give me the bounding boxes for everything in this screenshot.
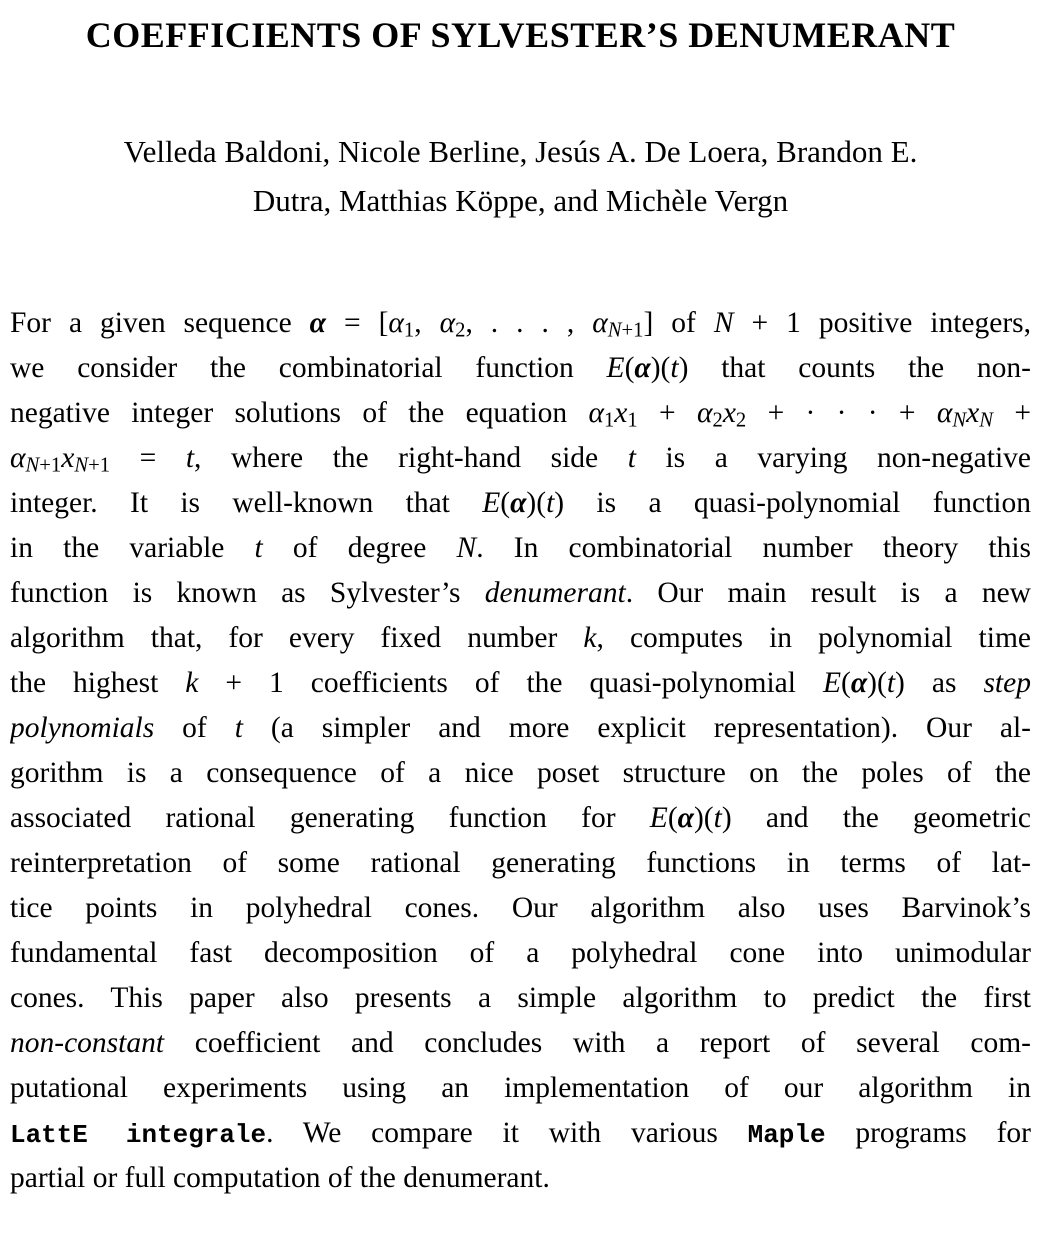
text-segment: coefficient and concludes with a report of several com- [164,1027,1031,1059]
text-segment: ] of [643,307,714,339]
abstract-line [10,706,1031,751]
abstract-line [10,1156,1031,1201]
abstract-line [10,841,1031,886]
text-segment: ) is a quasi-polynomial function [554,487,1031,519]
text-segment: , where the right-hand side [194,442,628,474]
text-segment: 2 [712,409,723,432]
text-segment: N [456,532,477,564]
text-segment: α [588,397,604,429]
text-segment: = [110,442,186,474]
text-segment: k [185,667,199,699]
text-segment: polynomials [10,712,155,744]
text-segment: α [10,442,26,474]
text-segment: . We compare it with various [266,1117,748,1149]
text-segment: is a varying non-negative [635,442,1031,474]
text-segment: 1 [403,319,415,342]
text-segment: +1 [88,454,111,477]
text-segment: associated rational generating function for [10,802,650,834]
text-segment: t [627,442,636,474]
text-segment: α [697,397,713,429]
text-segment: N [713,307,734,339]
text-segment: (a simpler and more explicit representation). Our al- [242,712,1031,744]
text-segment: + · · · + [746,397,937,429]
abstract-line [10,301,1031,346]
text-segment: N [952,409,967,432]
text-segment: in the variable [10,532,255,564]
abstract-line [10,796,1031,841]
abstract-line [10,391,1031,436]
text-segment: E [822,667,842,699]
text-segment: + 1 coefficients of the quasi-polynomial [198,667,823,699]
text-segment: 2 [735,409,747,432]
text-segment: ( [667,802,678,834]
text-segment: programs for [825,1117,1031,1149]
text-segment: α [388,307,404,339]
text-segment: ( [841,667,851,699]
text-segment: of degree [262,532,457,564]
text-segment: LattE integrale [10,1120,267,1150]
text-segment: E [606,352,625,384]
text-segment: N [25,454,40,477]
text-segment: . Our main result is a new [625,577,1031,609]
author-line-2: Dutra, Matthias Köppe, and Michèle Vergn [252,183,789,218]
text-segment: , [414,307,440,339]
text-segment: +1 [621,319,644,342]
abstract-line [10,1111,1031,1156]
text-segment: non-constant [10,1027,165,1059]
author-block [0,127,1041,225]
text-segment: N [74,454,89,477]
text-segment: . In combinatorial number theory this [476,532,1031,564]
text-segment: ) and the geometric [721,802,1031,834]
abstract-line [10,1021,1031,1066]
page-title: COEFFICIENTS OF SYLVESTER’S DENUMERANT [85,15,956,55]
text-segment: + [993,397,1031,429]
text-segment: x [614,397,628,429]
text-segment: α [592,307,608,339]
text-segment: α [309,307,326,339]
text-segment: t [234,712,243,744]
text-segment: 1 [603,409,615,432]
text-segment: t [670,352,679,384]
text-segment: x [722,397,736,429]
text-segment: ( [500,487,511,519]
text-segment: + 1 positive integers, [733,307,1031,339]
text-segment: integer. It is well-known that [10,487,483,519]
text-segment: )( [693,802,714,834]
abstract-line [10,661,1031,706]
abstract-line [10,931,1031,976]
abstract-line [10,481,1031,526]
text-segment: α [634,352,651,384]
text-segment: , . . . , [465,307,593,339]
text-segment: k [583,622,597,654]
abstract-line [10,616,1031,661]
abstract-line [10,976,1031,1021]
text-segment: negative integer solutions of the equation [10,397,589,429]
text-segment: partial or full computation of the denumerant. [10,1162,550,1194]
text-segment: E [649,802,668,834]
text-segment: reinterpretation of some rational generating functions in terms of lat- [10,847,1031,879]
abstract-line [10,886,1031,931]
text-segment: ) that counts the non- [678,352,1031,384]
text-segment: 1 [627,409,638,432]
abstract-line [10,436,1031,481]
text-segment: t [713,802,722,834]
text-segment: tice points in polyhedral cones. Our algorithm also uses Barvinok’s [10,892,1031,924]
abstract-line [10,571,1031,616]
text-segment: x [966,397,980,429]
text-segment: α [439,307,456,339]
text-segment: putational experiments using an implementation of our algorithm in [10,1072,1031,1104]
text-segment: we consider the combinatorial function [10,352,607,384]
text-segment: = [ [325,307,389,339]
text-segment: t [254,532,263,564]
text-segment: cones. This paper also presents a simple algorithm to predict the first [10,982,1031,1014]
text-segment: )( [650,352,671,384]
text-segment: of [154,712,235,744]
text-segment: t [886,667,896,699]
abstract [0,301,1041,1201]
text-segment: 2 [455,319,466,342]
text-segment: fundamental fast decomposition of a polyhedral cone into unimodular [10,937,1031,969]
text-segment: ) as [895,667,984,699]
text-segment: Maple [747,1120,826,1150]
text-segment: +1 [39,454,62,477]
text-segment: t [185,442,195,474]
text-segment: E [482,487,501,519]
text-segment: t [546,487,555,519]
text-segment: N [607,319,622,342]
text-segment: α [677,802,694,834]
abstract-line [10,346,1031,391]
text-segment: + [637,397,697,429]
text-segment: , computes in polynomial time [596,622,1031,654]
text-segment: For a given sequence [10,307,310,339]
abstract-line [10,751,1031,796]
author-line-1: Velleda Baldoni, Nicole Berline, Jesús A. De Loera, Brandon E. [123,134,918,169]
text-segment: α [850,667,868,699]
text-segment: α [510,487,527,519]
text-segment: )( [867,667,887,699]
text-segment: step [983,667,1031,699]
text-segment: function is known as Sylvester’s [10,577,485,609]
abstract-line [10,526,1031,571]
text-segment: the highest [10,667,186,699]
text-segment: algorithm that, for every fixed number [10,622,584,654]
text-segment: )( [526,487,547,519]
text-segment: x [61,442,75,474]
text-segment: α [936,397,953,429]
text-segment: gorithm is a consequence of a nice poset structure on the poles of the [10,757,1031,789]
text-segment: ( [624,352,635,384]
abstract-line [10,1066,1031,1111]
text-segment: denumerant [484,577,626,609]
text-segment: N [979,409,994,432]
